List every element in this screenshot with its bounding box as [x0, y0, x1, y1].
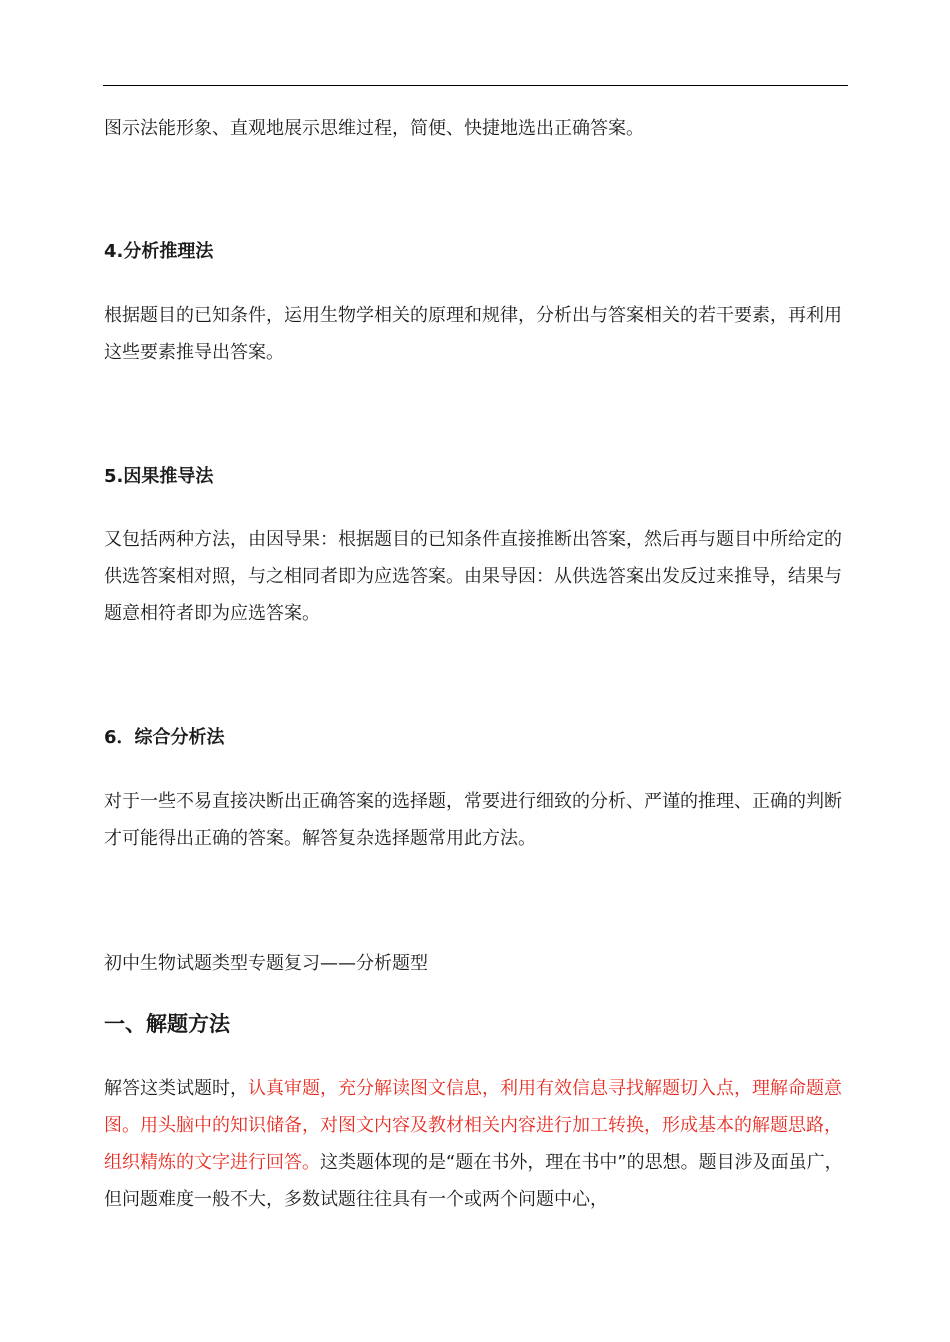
section-4-paragraph: 根据题目的已知条件，运用生物学相关的原理和规律，分析出与答案相关的若干要素，再利用这些要素推导出答案。: [104, 305, 842, 363]
section-5-paragraph: 又包括两种方法，由因导果：根据题目的已知条件直接推断出答案，然后再与题目中所给定的供选答案相对照，与之相同者即为应选答案。由果导因：从供选答案出发反过来推导，结果与题意相符者即为应选答案。: [104, 529, 842, 624]
section-6-heading: 6．综合分析法: [104, 727, 225, 748]
section-6-paragraph: 对于一些不易直接决断出正确答案的选择题，常要进行细致的分析、严谨的推理、正确的判断才可能得出正确的答案。解答复杂选择题常用此方法。: [104, 791, 842, 849]
paragraph-tail-text: 这类题体现的是“题在书外，理在书中”的思想。题目涉及面虽广，但问题难度一般不大，多数试题往往具有一个或两个问题中心，: [104, 1152, 843, 1210]
intro-paragraph: 图示法能形象、直观地展示思维过程，简便、快捷地选出正确答案。: [104, 118, 644, 139]
header-rule: [103, 85, 848, 86]
part-1-paragraph: [104, 1070, 848, 1218]
section-5-heading: 5.因果推导法: [104, 466, 214, 487]
highlighted-text: 认真审题，充分解读图文信息，利用有效信息寻找解题切入点，理解命题意图。用头脑中的知识储备，对图文内容及教材相关内容进行加工转换，形成基本的解题思路，组织精炼的文字进行回答。: [104, 1078, 842, 1173]
part-1-heading: 一、解题方法: [104, 1012, 230, 1036]
document-subtitle: 初中生物试题类型专题复习——分析题型: [104, 953, 428, 974]
paragraph-lead-text: 解答这类试题时，: [104, 1078, 248, 1099]
section-4-heading: 4.分析推理法: [104, 241, 214, 262]
